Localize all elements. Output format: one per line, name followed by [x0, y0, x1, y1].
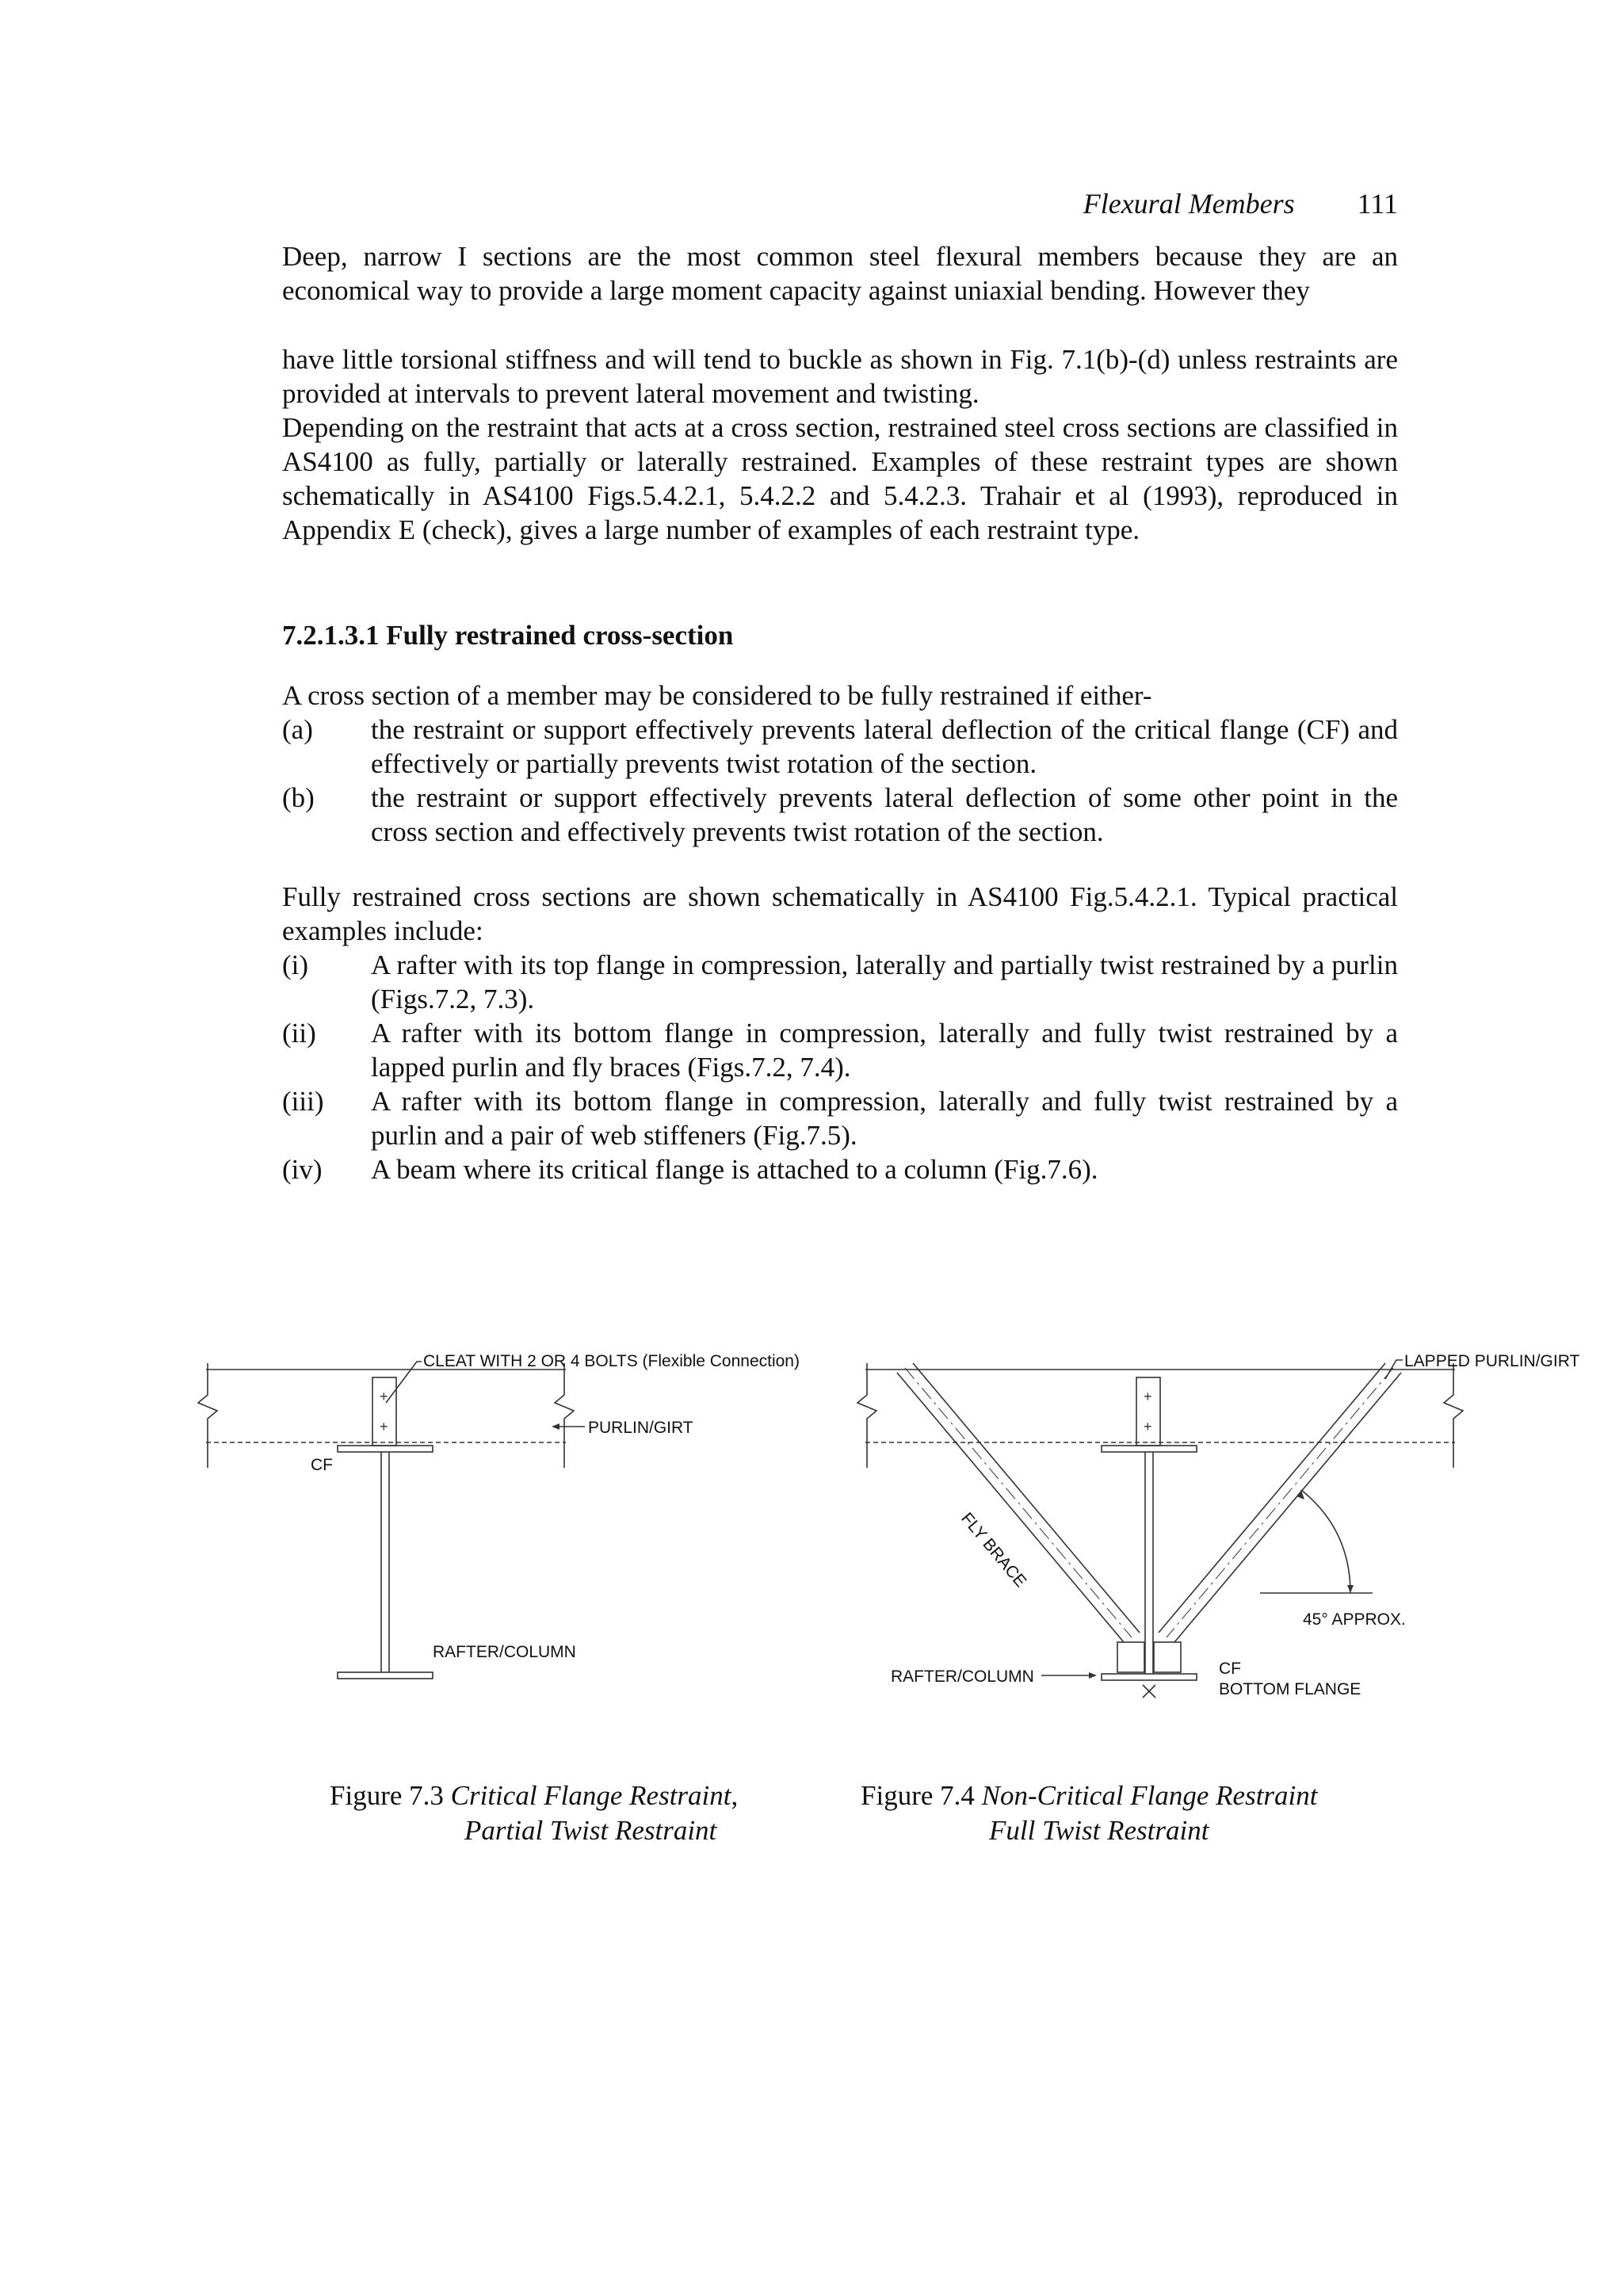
caption-comma: , [731, 1780, 739, 1811]
paragraph-examples [282, 880, 1398, 1186]
paragraph-restraint-types [282, 411, 1398, 547]
list-item [282, 712, 1398, 781]
purlin-break-right [555, 1363, 574, 1468]
paragraph-torsion [282, 342, 1398, 411]
brace-connection-right [1154, 1642, 1181, 1672]
fly-brace-left-edge [897, 1373, 1124, 1642]
bottom-flange [1102, 1674, 1197, 1680]
caption-line [861, 1778, 1318, 1813]
label-cleat: CLEAT WITH 2 OR 4 BOLTS (Flexible Connection) [423, 1352, 800, 1370]
list-label: (ii) [282, 1018, 316, 1049]
bolt-mark: + [1144, 1389, 1152, 1404]
figure-7-3 [198, 1331, 816, 1712]
paragraph-text: Fully restrained cross sections are shown schematically in AS4100 Fig.5.4.2.1. Typical practical examples include: [282, 881, 1398, 946]
angle-arrow [1347, 1585, 1354, 1593]
fly-brace-right-edge [1159, 1363, 1385, 1633]
fly-brace-right-edge [1174, 1373, 1401, 1642]
fly-brace-right-centerline [1167, 1368, 1393, 1637]
figure-7-4-caption [861, 1778, 1318, 1848]
running-title: Flexural Members [1083, 188, 1295, 220]
label-fly-brace: FLY BRACE [957, 1509, 1030, 1591]
caption-title: Non-Critical Flange Restraint [981, 1780, 1318, 1811]
label-bottom-flange: BOTTOM FLANGE [1219, 1680, 1361, 1698]
purlin-break-right [1444, 1363, 1463, 1468]
top-flange [1102, 1446, 1197, 1452]
list-text: A rafter with its bottom flange in compression, laterally and fully twist restrained by a purlin and a pair of web stiffeners (Fig.7.5). [371, 1086, 1398, 1151]
figure-7-3-caption [330, 1778, 738, 1848]
list-text: A rafter with its bottom flange in compression, laterally and fully twist restrained by a lapped purlin and fly braces (Figs.7.2, 7.4). [371, 1018, 1398, 1083]
label-45-approx: 45° APPROX. [1303, 1610, 1406, 1629]
paragraph-text: A cross section of a member may be considered to be fully restrained if either- [282, 680, 1152, 711]
bolt-mark: + [380, 1419, 388, 1435]
paragraph-conditions [282, 678, 1398, 849]
fly-brace-left-edge [913, 1363, 1140, 1633]
list-label: (b) [282, 782, 315, 813]
label-rafter: RAFTER/COLUMN [891, 1668, 1034, 1686]
section-heading: 7.2.1.3.1 Fully restrained cross-section [282, 620, 734, 651]
cleat-leader [386, 1362, 422, 1403]
paragraph-intro [282, 239, 1398, 308]
list-text: the restraint or support effectively prevents lateral deflection of the critical flange (CF) and effectively or partially prevents twist rotation of the section. [371, 714, 1398, 779]
angle-arc [1301, 1490, 1350, 1593]
paragraph-text: Depending on the restraint that acts at a cross section, restrained steel cross sections are classified in AS4100 as fully, partially or laterally restrained. Examples of these restraint types are shown schematically in AS4100 Figs.5.4.2.1, 5.4.2.2 and 5.4.2.3. Trahair et al (1993), reproduced in Appendix E (check), gives a large number of examples of each restraint type. [282, 412, 1398, 545]
label-purlin: PURLIN/GIRT [588, 1419, 693, 1437]
cleat-plate [1136, 1377, 1160, 1446]
list-item [282, 1152, 1398, 1186]
list-item [282, 781, 1398, 849]
figure-7-4-drawing [857, 1331, 1580, 1712]
list-label: (iv) [282, 1154, 323, 1185]
page-header [1083, 187, 1398, 220]
list-text: A beam where its critical flange is attached to a column (Fig.7.6). [371, 1154, 1098, 1185]
figure-7-4 [857, 1331, 1580, 1712]
figure-7-3-drawing [198, 1331, 816, 1712]
rafter-arrow [1089, 1672, 1097, 1679]
caption-number: Figure 7.3 [330, 1780, 451, 1811]
list-text: A rafter with its top flange in compression, laterally and partially twist restrained by a purlin (Figs.7.2, 7.3). [371, 949, 1398, 1014]
conditions-list [282, 712, 1398, 849]
caption-line [330, 1778, 738, 1813]
list-item [282, 1084, 1398, 1152]
purlin-arrow [552, 1423, 559, 1430]
list-text: the restraint or support effectively prevents lateral deflection of some other point in the cross section and effectively prevents twist rotation of the section. [371, 782, 1398, 847]
caption-subtitle: Full Twist Restraint [989, 1815, 1209, 1846]
label-cf: CF [1219, 1660, 1241, 1678]
caption-number: Figure 7.4 [861, 1780, 982, 1811]
bottom-flange [338, 1672, 433, 1679]
examples-list [282, 948, 1398, 1186]
list-label: (iii) [282, 1086, 324, 1117]
page-number: 111 [1357, 188, 1398, 220]
bolt-mark: + [1144, 1419, 1152, 1435]
bolt-mark: + [380, 1389, 388, 1404]
purlin-break-left [857, 1363, 876, 1468]
brace-connection-left [1117, 1642, 1144, 1672]
label-rafter: RAFTER/COLUMN [433, 1643, 576, 1661]
label-cf: CF [311, 1456, 333, 1474]
fly-brace-left-centerline [905, 1368, 1132, 1637]
paragraph-text: have little torsional stiffness and will tend to buckle as shown in Fig. 7.1(b)-(d) unless restraints are provided at intervals to prevent lateral movement and twisting. [282, 344, 1398, 409]
top-flange [338, 1446, 433, 1452]
caption-title: Critical Flange Restraint [450, 1780, 731, 1811]
list-item [282, 948, 1398, 1016]
cleat-plate [372, 1377, 396, 1446]
list-item [282, 1016, 1398, 1084]
caption-subtitle: Partial Twist Restraint [464, 1815, 717, 1846]
purlin-break-left [198, 1363, 217, 1468]
label-lapped-purlin: LAPPED PURLIN/GIRT [1404, 1352, 1580, 1370]
list-label: (i) [282, 949, 309, 980]
list-label: (a) [282, 714, 313, 745]
paragraph-text: Deep, narrow I sections are the most common steel flexural members because they are an economical way to provide a large moment capacity against uniaxial bending. However they [282, 241, 1398, 306]
